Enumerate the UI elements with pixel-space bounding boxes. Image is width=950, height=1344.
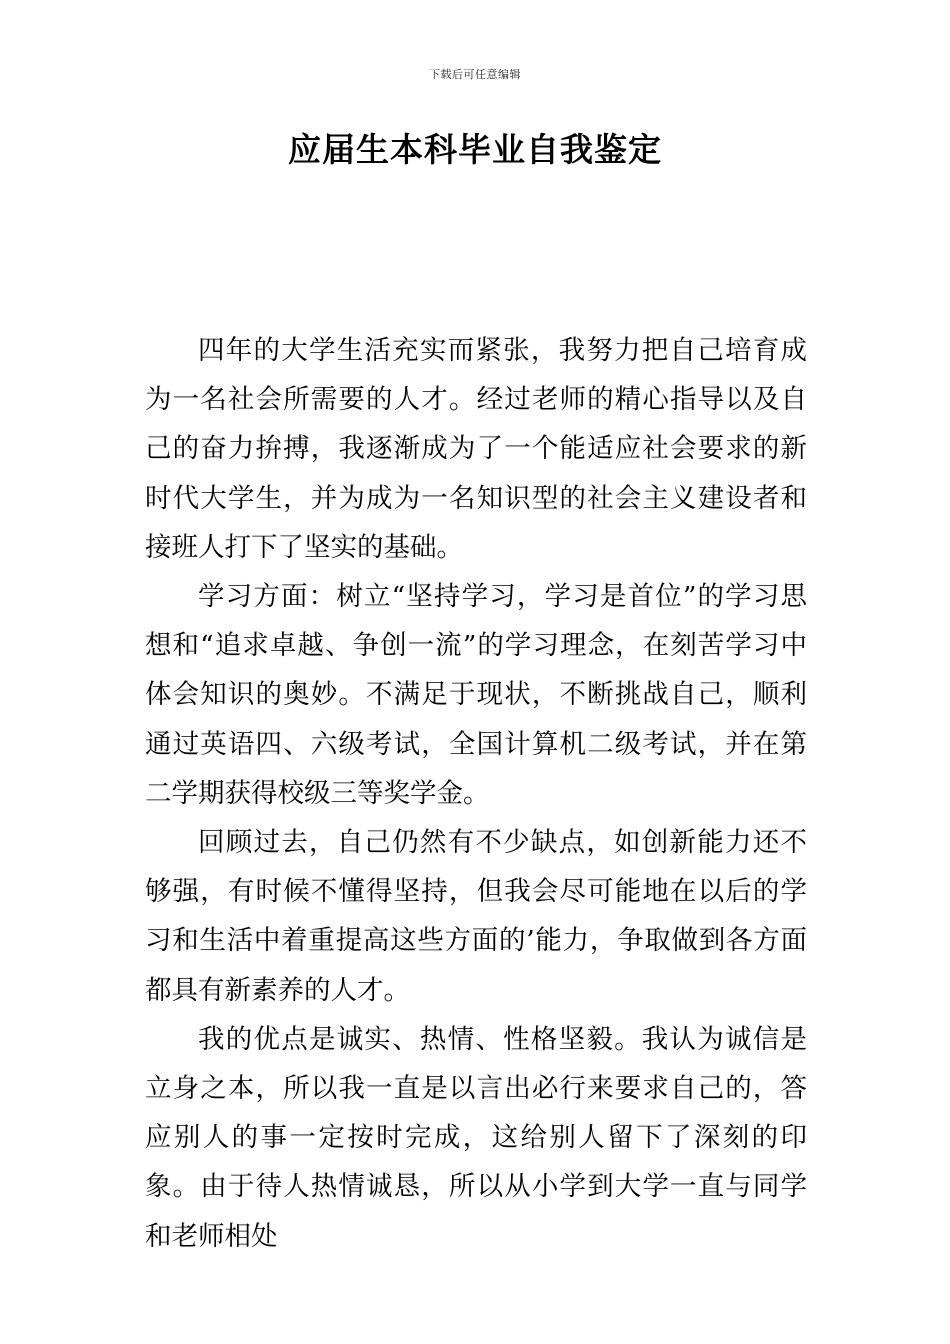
body-paragraph: 学习方面：树立“坚持学习，学习是首位”的学习思想和“追求卓越、争创一流”的学习理念，在刻苦学习中体会知识的奥妙。不满足于现状，不断挑战自己，顺利通过英语四、六级考试，全国计算机二级考试，并在第二学期获得校级三等奖学金。: [145, 581, 807, 809]
body-paragraph: 四年的大学生活充实而紧张，我努力把自己培育成为一名社会所需要的人才。经过老师的精心指导以及自己的奋力拚搏，我逐渐成为了一个能适应社会要求的新时代大学生，并为成为一名知识型的社会主义建设者和接班人打下了坚实的基础。: [145, 335, 807, 563]
header-note: 下载后可任意编辑: [429, 68, 521, 81]
document-body: [145, 326, 807, 1261]
body-paragraph: 我的优点是诚实、热情、性格坚毅。我认为诚信是立身之本，所以我一直是以言出必行来要求自己的，答应别人的事一定按时完成，这给别人留下了深刻的印象。由于待人热情诚恳，所以从小学到大学一直与同学和老师相处: [145, 1023, 807, 1252]
document-title: 应届生本科毕业自我鉴定: [288, 130, 662, 169]
body-paragraph: 回顾过去，自己仍然有不少缺点，如创新能力还不够强，有时候不懂得坚持，但我会尽可能地在以后的学习和生活中着重提高这些方面的’能力，争取做到各方面都具有新素养的人才。: [145, 827, 807, 1006]
